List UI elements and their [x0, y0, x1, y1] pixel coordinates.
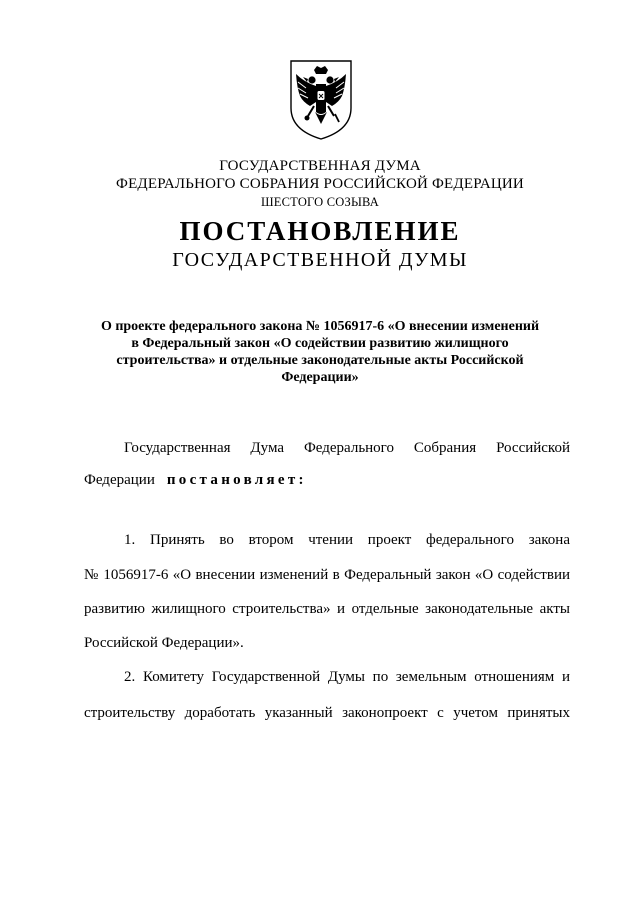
- preamble-subject: Федерации: [84, 472, 155, 488]
- preamble-line-1: Государственная Дума Федерального Собрания Российской: [124, 440, 570, 456]
- preamble-verb: постановляет:: [166, 472, 307, 488]
- subject-line-4: Федерации»: [281, 370, 359, 385]
- item-1-line-4: Российской Федерации».: [84, 635, 244, 651]
- organization-line-2: ФЕДЕРАЛЬНОГО СОБРАНИЯ РОССИЙСКОЙ ФЕДЕРАЦИИ: [116, 176, 524, 192]
- document-subtitle: ГОСУДАРСТВЕННОЙ ДУМЫ: [172, 249, 468, 271]
- subject-line-3: строительства» и отдельные законодательные акты Российской: [116, 353, 524, 368]
- item-2-line-2: строительству доработать указанный законопроект с учетом принятых: [84, 705, 570, 721]
- organization-line-1: ГОСУДАРСТВЕННАЯ ДУМА: [219, 158, 421, 174]
- document-title: ПОСТАНОВЛЕНИЕ: [179, 216, 461, 246]
- russian-coat-of-arms-icon: [288, 58, 354, 142]
- subject-line-2: в Федеральный закон «О содействии развитию жилищного: [131, 336, 509, 351]
- item-2-line-1: 2. Комитету Государственной Думы по земельным отношениям и: [124, 669, 570, 685]
- item-1-line-2: № 1056917-6 «О внесении изменений в Федеральный закон «О содействии: [84, 567, 570, 583]
- subject-line-1: О проекте федерального закона № 1056917-6 «О внесении изменений: [100, 319, 540, 334]
- item-1-line-1: 1. Принять во втором чтении проект федерального закона: [124, 532, 570, 548]
- document-subject: [80, 318, 560, 386]
- convocation-line: ШЕСТОГО СОЗЫВА: [260, 195, 380, 209]
- preamble-line-2: [84, 470, 570, 490]
- item-1-line-3: развитию жилищного строительства» и отдельные законодательные акты: [84, 601, 570, 617]
